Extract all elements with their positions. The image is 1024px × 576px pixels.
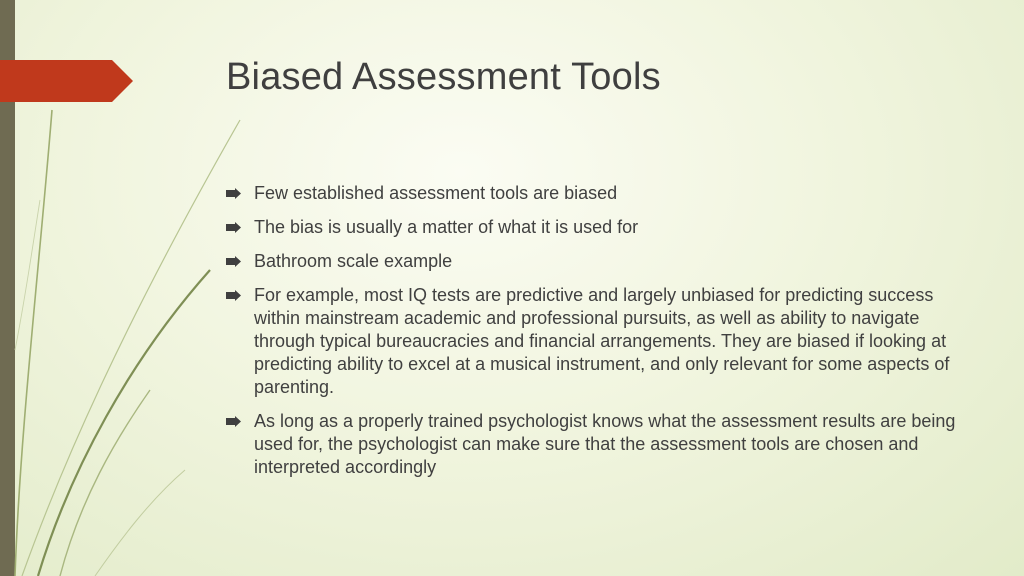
bullet-text: As long as a properly trained psychologist knows what the assessment results are being used for, the psychologist can make sure that the assessment tools are chosen and interpreted accordingly bbox=[254, 411, 956, 477]
bullet-item bbox=[226, 216, 966, 239]
arrow-bullet-icon bbox=[226, 182, 254, 205]
bullet-text: Bathroom scale example bbox=[254, 251, 453, 271]
bullet-item bbox=[226, 250, 966, 273]
title-accent-arrow bbox=[0, 60, 133, 102]
arrow-bullet-icon bbox=[226, 250, 254, 273]
bullet-list bbox=[226, 182, 966, 490]
arrow-bullet-icon bbox=[226, 216, 254, 239]
bullet-item bbox=[226, 284, 966, 399]
bullet-item bbox=[226, 182, 966, 205]
slide-title: Biased Assessment Tools bbox=[226, 56, 661, 98]
arrow-bullet-icon bbox=[226, 284, 254, 307]
bullet-text: Few established assessment tools are biased bbox=[254, 183, 618, 203]
arrow-bullet-icon bbox=[226, 410, 254, 433]
bullet-item bbox=[226, 410, 966, 479]
bullet-text: The bias is usually a matter of what it is used for bbox=[254, 217, 639, 237]
bullet-text: For example, most IQ tests are predictive and largely unbiased for predicting success within mainstream academic and professional pursuits, as well as ability to navigate through typical bureaucracies and financial arrangements. They are biased if looking at predicting ability to excel at a musical instrument, and only relevant for some aspects of parenting. bbox=[254, 285, 950, 397]
